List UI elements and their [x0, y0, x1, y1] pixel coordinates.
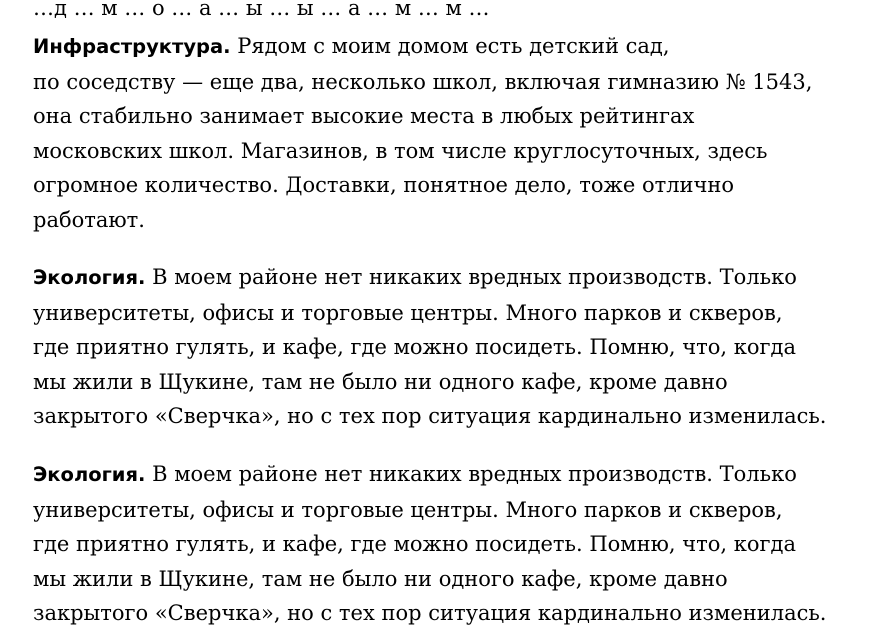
paragraph-line: московских школ. Магазинов, в том числе круглосуточных, здесь: [33, 138, 768, 163]
paragraph-line-text: Рядом с моим домом есть детский сад,: [237, 34, 670, 58]
paragraph-line: [33, 457, 873, 493]
paragraph-line: [33, 29, 873, 65]
paragraph-line: университеты, офисы и торговые центры. Много парков и скверов,: [33, 497, 783, 522]
paragraph-line: мы жили в Щукине, там не было ни одного кафе, кроме давно: [33, 566, 728, 591]
paragraph-line: огромное количество. Доставки, понятное дело, тоже отлично: [33, 173, 735, 197]
paragraph-infrastructure: [33, 29, 873, 237]
cut-off-text-line: …д … м … о … а … ы … ы … а … м … м …: [33, 0, 490, 20]
paragraph-line: работают.: [33, 207, 145, 232]
paragraph-line: она стабильно занимает высокие места в любых рейтингах: [33, 104, 695, 128]
paragraph-lead: Экология.: [33, 266, 146, 289]
paragraph-line: закрытого «Сверчка», но с тех пор ситуация кардинально изменилась.: [33, 601, 827, 625]
paragraph-line: где приятно гулять, и кафе, где можно посидеть. Помню, что, когда: [33, 335, 796, 359]
paragraph-lead: Экология.: [33, 463, 146, 486]
paragraph-ecology-repeat: [33, 457, 873, 631]
paragraph-line-text: В моем районе нет никаких вредных производств. Только: [152, 462, 797, 486]
paragraph-line: где приятно гулять, и кафе, где можно посидеть. Помню, что, когда: [33, 532, 796, 556]
paragraph-line: мы жили в Щукине, там не было ни одного кафе, кроме давно: [33, 369, 728, 394]
paragraph-line: [33, 260, 873, 296]
paragraph-line: по соседству — еще два, несколько школ, включая гимназию № 1543,: [33, 69, 813, 94]
paragraph-line-text: В моем районе нет никаких вредных производств. Только: [152, 265, 797, 289]
paragraph-line: закрытого «Сверчка», но с тех пор ситуация кардинально изменилась.: [33, 404, 827, 428]
paragraph-ecology: [33, 260, 873, 434]
paragraph-lead: Инфраструктура.: [33, 35, 231, 58]
paragraph-line: университеты, офисы и торговые центры. Много парков и скверов,: [33, 300, 783, 325]
